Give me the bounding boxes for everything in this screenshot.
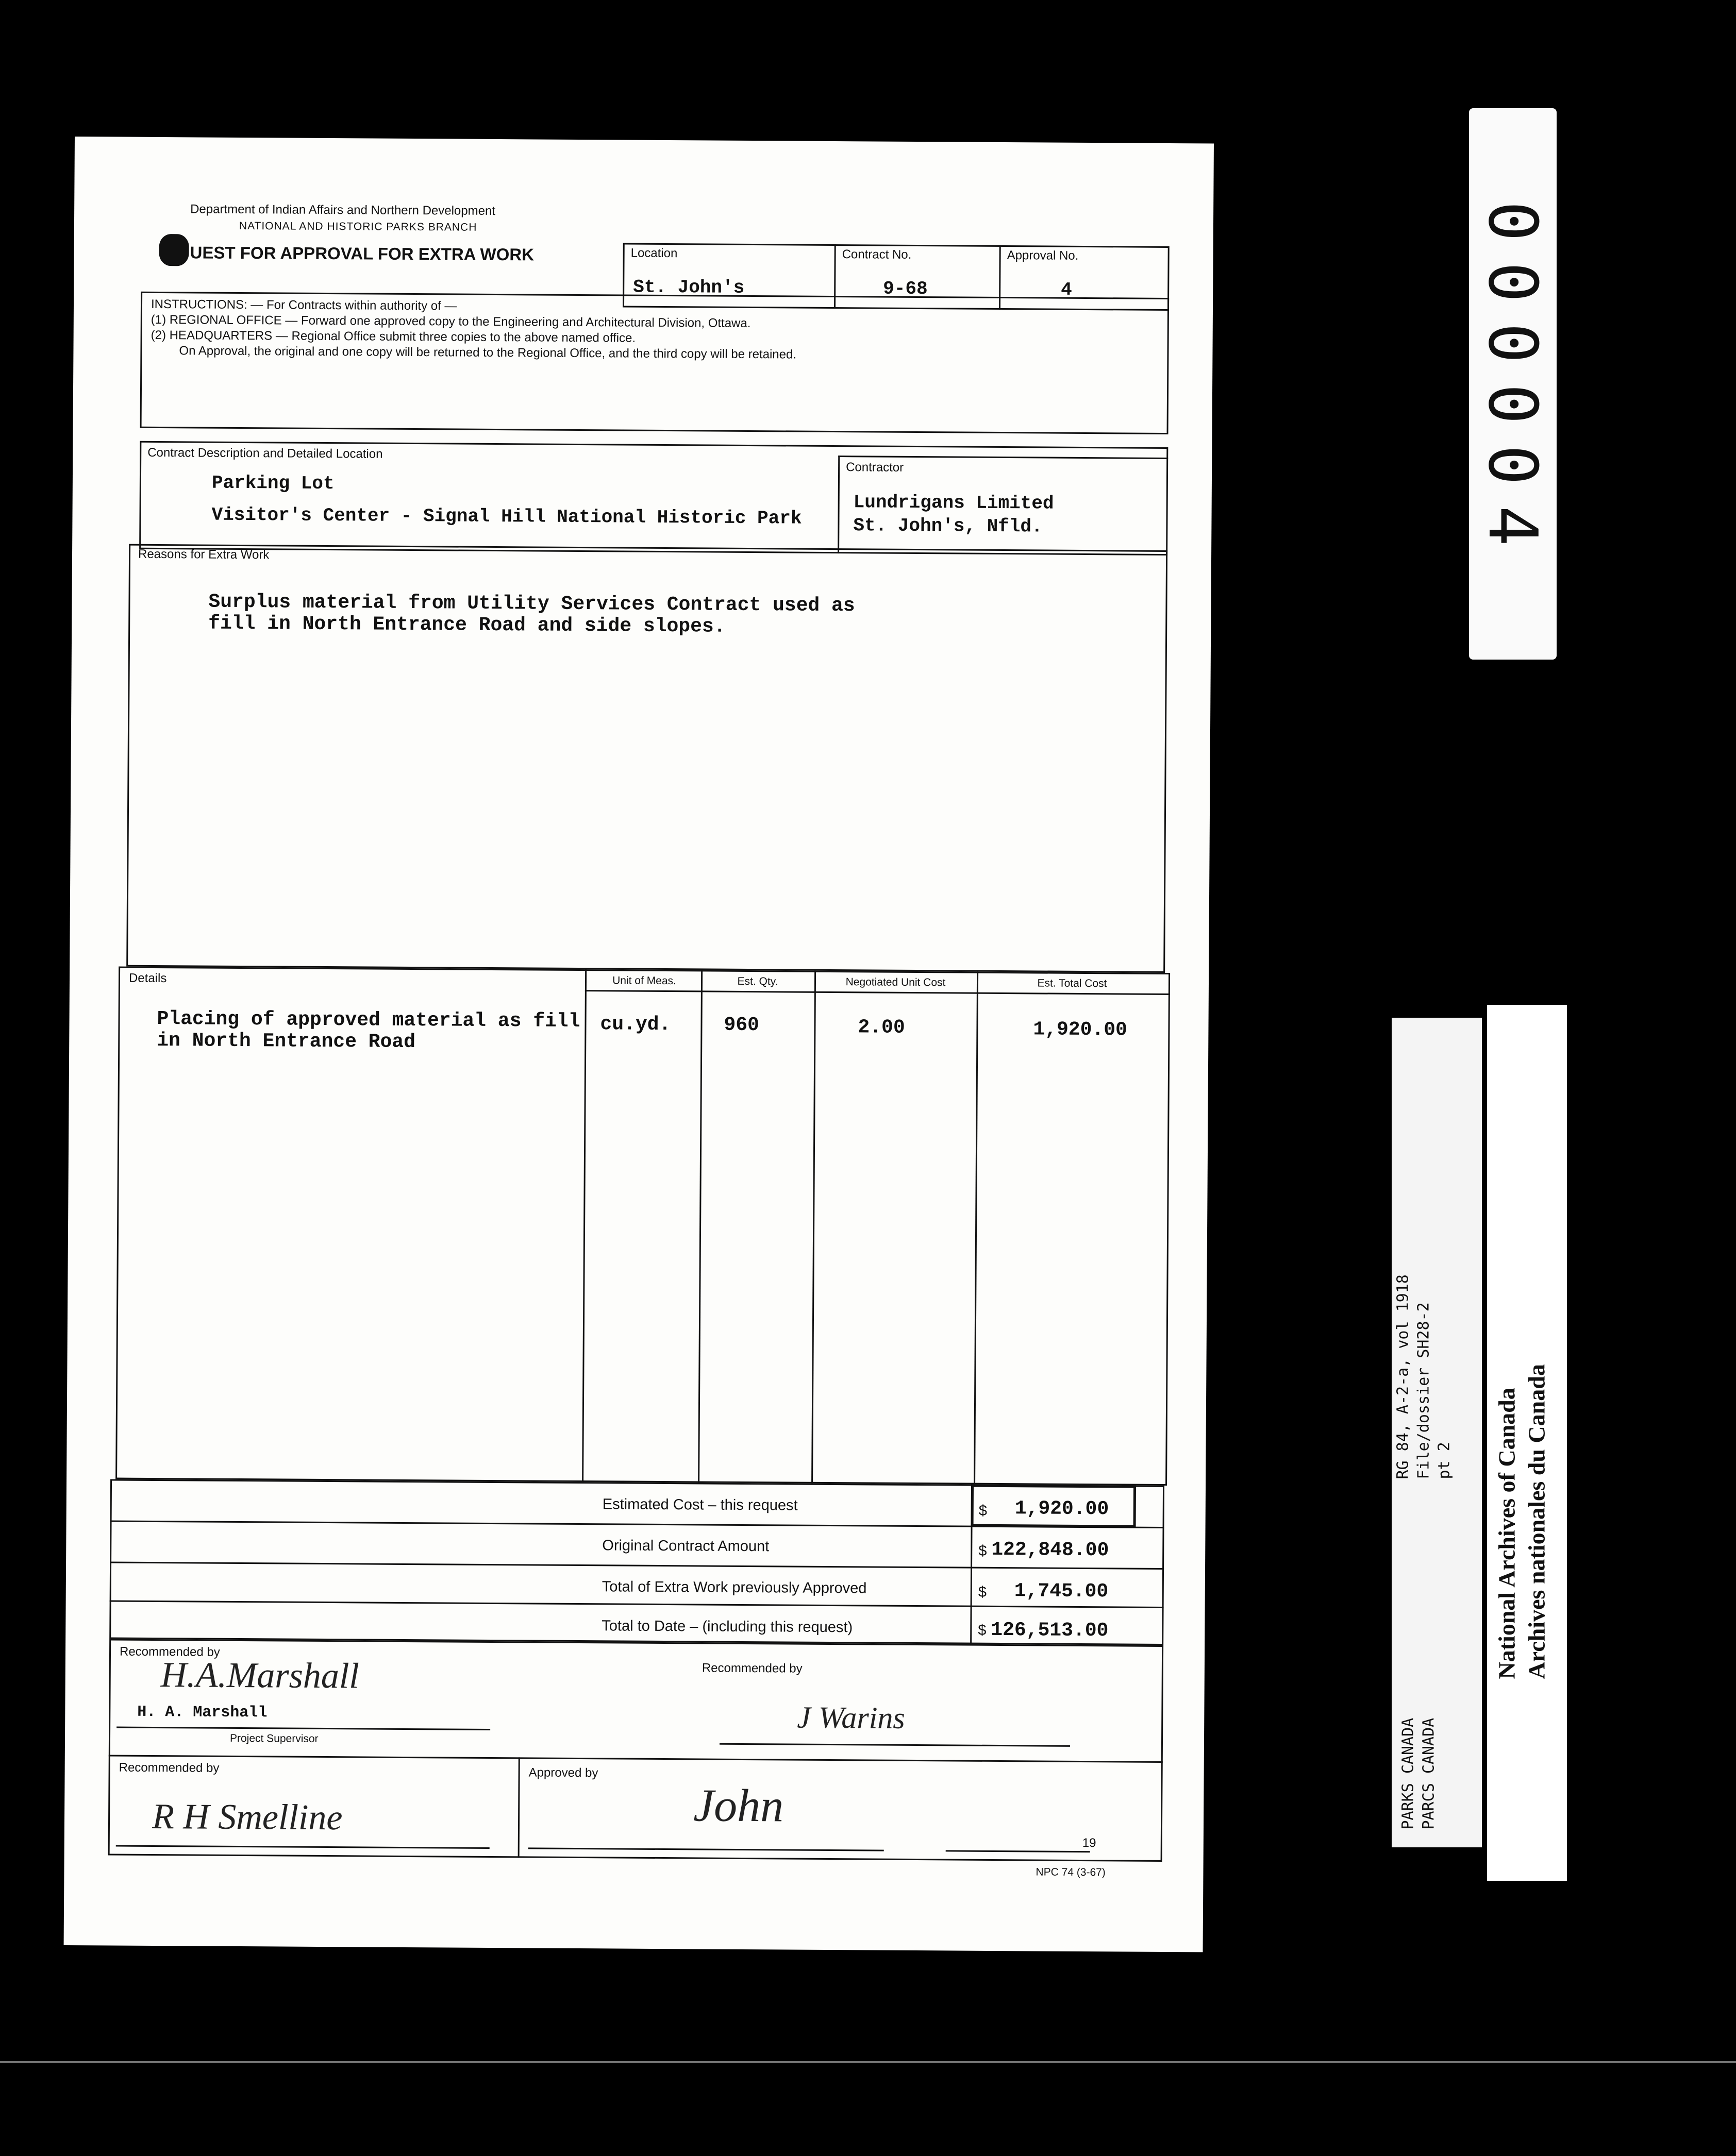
summary-currency-previous: $ — [978, 1584, 987, 1601]
location-label: Location — [630, 246, 678, 261]
detail-unit: cu.yd. — [600, 1013, 671, 1036]
summary-label-previous: Total of Extra Work previously Approved — [602, 1578, 867, 1597]
contract-no-value: 9-68 — [883, 278, 928, 300]
detail-qty: 960 — [724, 1014, 760, 1037]
archive-reference-line1: RG 84, A-2-a, vol 1918 — [1394, 1274, 1412, 1479]
contract-description-line2: Visitor's Center - Signal Hill National Historic Park — [211, 504, 802, 529]
document-page — [64, 137, 1214, 1952]
approval-no-value: 4 — [1061, 279, 1072, 300]
reasons-line1: Surplus material from Utility Services Contract used as — [208, 591, 855, 617]
summary-value-estimated: 1,920.00 — [1014, 1497, 1109, 1521]
year-prefix: 19 — [1082, 1836, 1096, 1850]
instructions-line3: (2) HEADQUARTERS — Regional Office submit three copies to the above named office. — [151, 328, 636, 345]
details-header-unit: Unit of Meas. — [612, 974, 676, 987]
department-name: Department of Indian Affairs and Northern Development — [190, 202, 496, 218]
signature-smelline: R H Smelline — [152, 1796, 343, 1838]
details-header-qty: Est. Qty. — [737, 975, 778, 988]
frame-number-strip — [1469, 108, 1557, 660]
summary-currency-original: $ — [978, 1542, 987, 1559]
national-archives-label — [1487, 1005, 1567, 1881]
detail-unit-cost: 2.00 — [858, 1016, 905, 1039]
frame-number: 000004 — [1474, 201, 1552, 567]
details-header-details: Details — [128, 971, 167, 986]
detail-desc-line2: in North Entrance Road — [157, 1030, 416, 1054]
form-number: NPC 74 (3-67) — [1036, 1866, 1106, 1879]
signature-recommender-2: J Warins — [797, 1700, 905, 1735]
archive-reference-line3: pt 2 — [1435, 1442, 1454, 1479]
typed-name-1: H. A. Marshall — [137, 1703, 268, 1722]
contract-description-label: Contract Description and Detailed Location — [147, 445, 383, 461]
summary-value-previous: 1,745.00 — [1014, 1580, 1109, 1603]
contract-description-line1: Parking Lot — [211, 472, 335, 495]
project-supervisor-title: Project Supervisor — [229, 1732, 319, 1745]
archive-reference-label — [1392, 1018, 1482, 1847]
recommended-by-2-label: Recommended by — [702, 1661, 803, 1676]
summary-label-original: Original Contract Amount — [602, 1537, 770, 1555]
summary-label-estimated: Estimated Cost – this request — [602, 1496, 798, 1514]
parks-canada-fr: PARCS CANADA — [1420, 1717, 1438, 1830]
detail-desc-line1: Placing of approved material as fill — [157, 1008, 580, 1033]
form-title: UEST FOR APPROVAL FOR EXTRA WORK — [190, 243, 535, 264]
parks-canada-en: PARKS CANADA — [1399, 1717, 1417, 1830]
reasons-line2: fill in North Entrance Road and side slopes. — [208, 612, 726, 638]
recommended-by-1-label: Recommended by — [119, 1644, 220, 1659]
signature-approver: John — [693, 1780, 784, 1832]
approved-by-label: Approved by — [528, 1765, 598, 1780]
approval-no-label: Approval No. — [1007, 248, 1079, 263]
signature-marshall: H.A.Marshall — [160, 1655, 359, 1696]
detail-total: 1,920.00 — [1033, 1018, 1128, 1041]
summary-value-total: 126,513.00 — [991, 1619, 1109, 1642]
reasons-label: Reasons for Extra Work — [138, 547, 270, 562]
branch-name: NATIONAL AND HISTORIC PARKS BRANCH — [239, 220, 477, 233]
contract-no-label: Contract No. — [842, 247, 912, 262]
summary-currency-estimated: $ — [978, 1502, 987, 1519]
contractor-line1: Lundrigans Limited — [853, 492, 1054, 514]
summary-currency-total: $ — [978, 1622, 987, 1639]
contractor-line2: St. John's, Nfld. — [853, 515, 1043, 537]
summary-label-total: Total to Date – (including this request) — [602, 1618, 853, 1636]
contractor-label: Contractor — [846, 460, 904, 475]
details-header-unit-cost: Negotiated Unit Cost — [845, 976, 946, 989]
film-edge-line — [0, 2061, 1736, 2063]
archives-name-en: National Archives of Canada — [1493, 1388, 1520, 1679]
instructions-line4: On Approval, the original and one copy will be returned to the Regional Office, and the third copy will be retained. — [179, 344, 797, 362]
instructions-line2: (1) REGIONAL OFFICE — Forward one approved copy to the Engineering and Architectural Division, Ottawa. — [151, 312, 751, 331]
instructions-line1: INSTRUCTIONS: — For Contracts within authority of — — [151, 297, 457, 313]
summary-value-original: 122,848.00 — [991, 1538, 1109, 1562]
ink-blot — [159, 234, 189, 266]
location-value: St. John's — [633, 276, 745, 298]
archives-name-fr: Archives nationales du Canada — [1523, 1364, 1550, 1679]
archive-reference-line2: File/dossier SH28-2 — [1414, 1302, 1433, 1479]
details-header-total-cost: Est. Total Cost — [1037, 977, 1107, 990]
recommended-by-3-label: Recommended by — [119, 1760, 220, 1775]
